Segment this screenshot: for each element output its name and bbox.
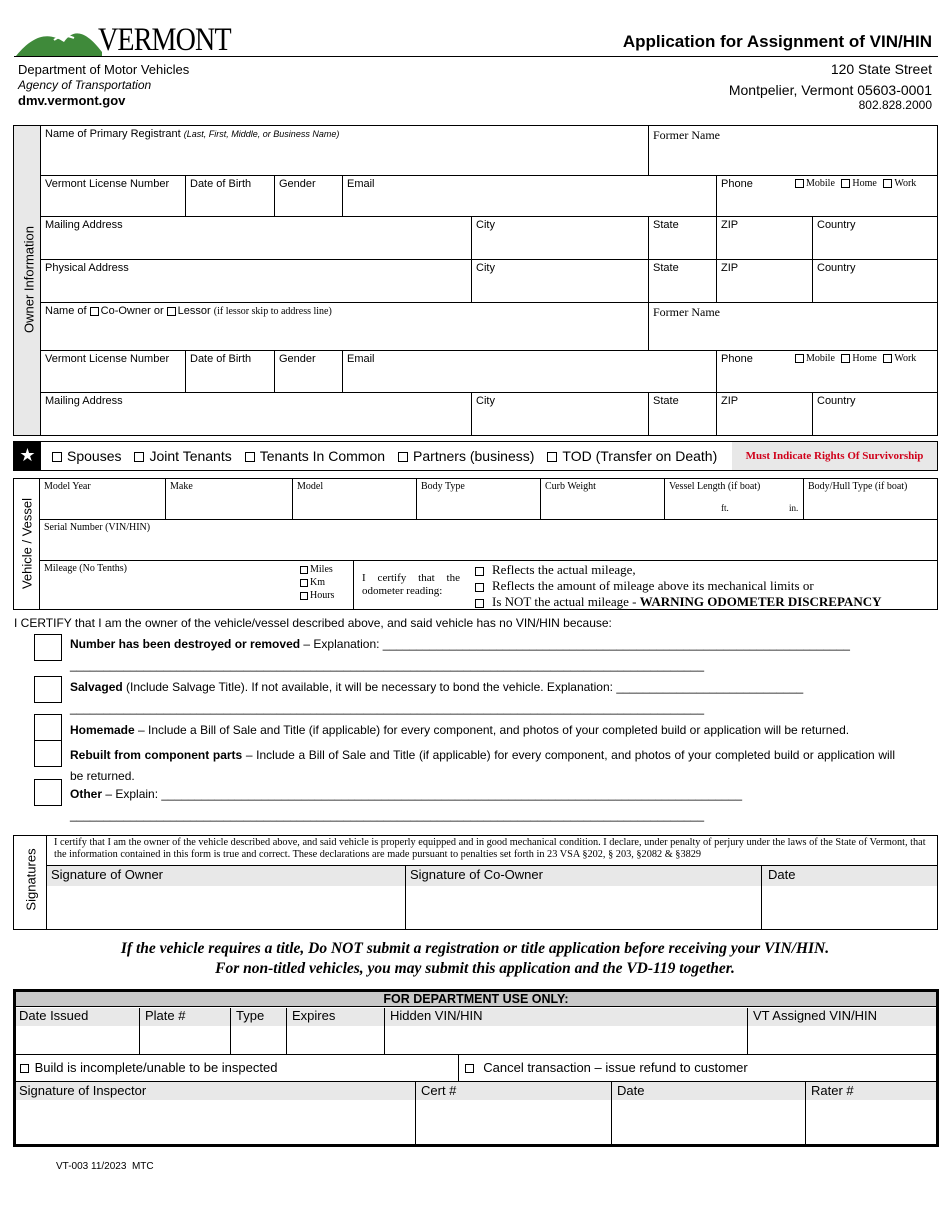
vt-assigned-field[interactable]: [748, 1008, 936, 1055]
city-address: Montpelier, Vermont 05603-0001: [728, 82, 932, 98]
coowner-license-field[interactable]: [41, 351, 186, 393]
coowner-country-field[interactable]: [813, 393, 937, 435]
hull-type-label: Body/Hull Type (if boat): [808, 481, 908, 492]
date-issued-label: Date Issued: [16, 1008, 139, 1026]
hull-type-field[interactable]: [804, 479, 937, 520]
page-title: Application for Assignment of VIN/HIN: [622, 32, 932, 51]
dept-name: Department of Motor Vehicles: [18, 62, 190, 77]
physical-zip-field[interactable]: [717, 260, 813, 303]
ft-label: ft.: [721, 503, 729, 513]
body-type-label: Body Type: [421, 481, 465, 492]
city-label: City: [476, 219, 495, 231]
survivorship-option: [547, 448, 717, 464]
make-field[interactable]: [166, 479, 293, 520]
rebuilt-checkbox[interactable]: [34, 740, 62, 767]
phone-field[interactable]: [717, 176, 937, 217]
lessor-label: Lessor: [177, 305, 211, 317]
expires-field[interactable]: [287, 1008, 385, 1055]
survivorship-checkbox[interactable]: [547, 452, 557, 462]
agency-name: Agency of Transportation: [18, 78, 152, 92]
state-label: State: [653, 395, 679, 407]
email-field[interactable]: [343, 176, 717, 217]
mailing-label: Mailing Address: [45, 395, 123, 407]
coowner-city-field[interactable]: [472, 393, 649, 435]
phone-type-options: [795, 178, 916, 189]
reading-option-label: Is NOT the actual mileage -: [492, 594, 640, 609]
mileage-unit-checkbox[interactable]: [300, 592, 308, 600]
survivorship-option-label: Joint Tenants: [149, 448, 232, 464]
salvaged-label: Salvaged: [70, 680, 123, 694]
primary-name-label: Name of Primary Registrant: [45, 128, 181, 140]
signature-date-label: Date: [762, 866, 937, 886]
coowner-prefix: Name of: [45, 305, 87, 317]
reading-option: [475, 578, 881, 594]
lessor-checkbox[interactable]: [167, 307, 176, 316]
mileage-field[interactable]: [40, 561, 354, 609]
zip-label: ZIP: [721, 262, 739, 274]
model-year-field[interactable]: [40, 479, 166, 520]
vessel-length-label: Vessel Length (if boat): [669, 481, 761, 492]
physical-address-field[interactable]: [41, 260, 472, 303]
notice-line1: If the vehicle requires a title, Do NOT submit a registration or title application before receiving your VIN/HIN.: [120, 940, 830, 957]
survivorship-options: [52, 448, 730, 464]
mailing-label: Mailing Address: [45, 219, 123, 231]
coowner-dob-field[interactable]: [186, 351, 275, 393]
street-address: 120 State Street: [830, 61, 932, 77]
mailing-zip-field[interactable]: [717, 217, 813, 260]
survivorship-option: [245, 448, 385, 464]
reading-option-label: Reflects the amount of mileage above its mechanical limits or: [492, 578, 814, 593]
reading-options: [475, 562, 881, 610]
rater-field[interactable]: [806, 1082, 936, 1144]
curb-weight-field[interactable]: [541, 479, 665, 520]
survivorship-option-label: Tenants In Common: [259, 448, 386, 464]
former-name-label: Former Name: [653, 305, 720, 319]
signature-date-field[interactable]: [762, 865, 937, 929]
home-label: Home: [852, 178, 877, 189]
city-label: City: [476, 262, 495, 274]
serial-label: Serial Number (VIN/HIN): [44, 522, 151, 533]
mileage-unit-option: [300, 563, 334, 576]
homemade-checkbox[interactable]: [34, 714, 62, 741]
gender-label: Gender: [279, 178, 316, 190]
star-icon: ★: [14, 442, 41, 470]
coowner-label: Co-Owner or: [100, 305, 164, 317]
work-label: Work: [894, 178, 917, 189]
mailing-address-field[interactable]: [41, 217, 472, 260]
other-line2[interactable]: _______________________________________________________________________________________________: [70, 808, 705, 822]
city-label: City: [476, 395, 495, 407]
dept-phone: 802.828.2000: [858, 98, 932, 112]
coowner-phone-field[interactable]: [717, 351, 937, 393]
email-label: Email: [347, 178, 375, 190]
coowner-mailing-field[interactable]: [41, 393, 472, 435]
form-id: VT-003 11/2023 MTC: [56, 1161, 154, 1172]
destroyed-line2[interactable]: _______________________________________________________________________________________________: [70, 658, 705, 672]
phone-label: Phone: [721, 353, 753, 365]
survivorship-note: Must Indicate Rights Of Survivorship: [732, 442, 937, 470]
incomplete-label: Build is incomplete/unable to be inspected: [34, 1060, 278, 1075]
mileage-unit-checkbox[interactable]: [300, 579, 308, 587]
incomplete-option: [16, 1055, 459, 1082]
in-label: in.: [789, 503, 799, 513]
destroyed-explanation[interactable]: – Explanation: ______________________________________________________________________: [300, 637, 850, 651]
cancel-label: Cancel transaction – issue refund to customer: [483, 1060, 748, 1075]
coowner-name-field[interactable]: [41, 303, 649, 351]
model-year-label: Model Year: [44, 481, 91, 492]
survivorship-checkbox[interactable]: [245, 452, 255, 462]
mileage-units: [300, 563, 334, 602]
mileage-unit-label: Km: [310, 577, 325, 588]
mileage-unit-option: [300, 576, 334, 589]
email-label: Email: [347, 353, 375, 365]
zip-label: ZIP: [721, 219, 739, 231]
make-label: Make: [170, 481, 193, 492]
salvaged-option: [70, 680, 803, 694]
certify-reading-label: I certify that the odometer reading:: [362, 572, 460, 597]
signature-coowner-field[interactable]: [406, 865, 762, 929]
declaration-text: I certify that I am the owner of the vehicle described above, and said vehicle is properly equipped and in good mechanical condition. I declare, under penalty of perjury under the laws of the State of Vermont, that the information contained in this form is true and correct. These declarations are made pursuant to penalties set forth in 23 VSA §202, § 203, §2082 & §3829: [54, 837, 926, 860]
survivorship-option-label: Spouses: [67, 448, 122, 464]
body-type-field[interactable]: [417, 479, 541, 520]
survivorship-checkbox[interactable]: [398, 452, 408, 462]
vt-assigned-label: VT Assigned VIN/HIN: [748, 1008, 936, 1026]
work-label: Work: [894, 353, 917, 364]
plate-field[interactable]: [140, 1008, 231, 1055]
type-label: Type: [231, 1008, 286, 1026]
header-rule: [14, 56, 938, 57]
salvaged-explanation[interactable]: (Include Salvage Title). If not available, it will be necessary to bond the vehicle. Explanation: ____________________________: [122, 680, 804, 694]
state-label: State: [653, 262, 679, 274]
inspector-label: Signature of Inspector: [16, 1082, 415, 1100]
former-name-label: Former Name: [653, 128, 720, 142]
dob-field[interactable]: [186, 176, 275, 217]
mileage-unit-checkbox[interactable]: [300, 566, 308, 574]
former-name-field[interactable]: [649, 126, 937, 176]
coowner-signature-label: Signature of Co-Owner: [406, 866, 761, 886]
plate-label: Plate #: [140, 1008, 230, 1026]
mountain-logo-icon: [14, 24, 104, 58]
serial-number-field[interactable]: [40, 520, 937, 561]
mileage-label: Mileage (No Tenths): [44, 563, 127, 574]
hidden-vin-label: Hidden VIN/HIN: [385, 1008, 747, 1026]
other-checkbox[interactable]: [34, 779, 62, 806]
reading-option-label: Reflects the actual mileage,: [492, 562, 636, 577]
reading-checkbox[interactable]: [475, 567, 484, 576]
country-label: Country: [817, 395, 856, 407]
phone-label: Phone: [721, 178, 753, 190]
mobile-checkbox[interactable]: [795, 179, 804, 188]
license-field[interactable]: [41, 176, 186, 217]
survivorship-checkbox[interactable]: [52, 452, 62, 462]
reading-option: [475, 562, 881, 578]
gender-label: Gender: [279, 353, 316, 365]
signatures-section-label: Signatures: [23, 848, 39, 911]
cert-label: Cert #: [416, 1082, 611, 1100]
coowner-email-field[interactable]: [343, 351, 717, 393]
hidden-vin-field[interactable]: [385, 1008, 748, 1055]
logo-text: VERMONT: [98, 22, 231, 58]
salvaged-checkbox[interactable]: [34, 676, 62, 703]
model-label: Model: [297, 481, 324, 492]
homemade-text: – Include a Bill of Sale and Title (if applicable) for every component, and photos of your completed build or application will be returned.: [134, 723, 850, 737]
signature-owner-field[interactable]: [47, 865, 406, 929]
gender-field[interactable]: [275, 176, 343, 217]
home-checkbox[interactable]: [841, 354, 850, 363]
destroyed-checkbox[interactable]: [34, 634, 62, 661]
vessel-length-field[interactable]: [665, 479, 804, 520]
license-label: Vermont License Number: [45, 178, 170, 190]
physical-city-field[interactable]: [472, 260, 649, 303]
cancel-option: [459, 1055, 936, 1082]
home-label: Home: [852, 353, 877, 364]
homemade-label: Homemade: [70, 723, 135, 737]
dob-label: Date of Birth: [190, 353, 252, 365]
salvaged-line2[interactable]: _______________________________________________________________________________________________: [70, 701, 705, 715]
coowner-gender-field[interactable]: [275, 351, 343, 393]
survivorship-option: [134, 448, 231, 464]
dept-use-title: FOR DEPARTMENT USE ONLY:: [16, 992, 936, 1007]
mileage-unit-label: Hours: [310, 590, 335, 601]
certify-intro: I CERTIFY that I am the owner of the vehicle/vessel described above, and said vehicle has no VIN/HIN because:: [14, 616, 612, 630]
survivorship-option-label: Partners (business): [413, 448, 535, 464]
homemade-option: [70, 723, 849, 737]
destroyed-label: Number has been destroyed or removed: [70, 637, 301, 651]
coowner-former-name-field[interactable]: [649, 303, 937, 351]
rebuilt-label: Rebuilt from component parts: [70, 748, 243, 762]
work-checkbox[interactable]: [883, 354, 892, 363]
cert-field[interactable]: [416, 1082, 612, 1144]
work-checkbox[interactable]: [883, 179, 892, 188]
notice-line2: For non-titled vehicles, you may submit this application and the VD-119 together.: [215, 960, 735, 977]
survivorship-option: [52, 448, 121, 464]
zip-label: ZIP: [721, 395, 739, 407]
mailing-country-field[interactable]: [813, 217, 937, 260]
home-checkbox[interactable]: [841, 179, 850, 188]
incomplete-checkbox[interactable]: [20, 1064, 29, 1073]
physical-label: Physical Address: [45, 262, 129, 274]
mailing-city-field[interactable]: [472, 217, 649, 260]
rebuilt-option: [70, 745, 895, 787]
expires-label: Expires: [287, 1008, 384, 1026]
mobile-checkbox[interactable]: [795, 354, 804, 363]
coowner-state-field[interactable]: [649, 393, 717, 435]
other-label: Other: [70, 787, 103, 801]
type-field[interactable]: [231, 1008, 287, 1055]
inspector-signature-field[interactable]: [16, 1082, 416, 1144]
rebuilt-text: – Include a Bill of Sale and Title (if applicable) for every component, and photos of your completed build or application will be returned.: [70, 748, 895, 783]
survivorship-option: [398, 448, 534, 464]
curb-weight-label: Curb Weight: [545, 481, 596, 492]
dob-label: Date of Birth: [190, 178, 252, 190]
odometer-warning: WARNING ODOMETER DISCREPANCY: [639, 594, 882, 609]
primary-name-note: (Last, First, Middle, or Business Name): [183, 129, 340, 139]
model-field[interactable]: [293, 479, 417, 520]
other-explanation[interactable]: – Explain: _______________________________________________________________________________________: [102, 787, 743, 801]
destroyed-option: [70, 637, 850, 651]
cancel-checkbox[interactable]: [465, 1064, 474, 1073]
other-option: [70, 787, 742, 801]
reading-checkbox[interactable]: [475, 599, 484, 608]
phone-type-options: [795, 353, 916, 364]
rater-label: Rater #: [806, 1082, 936, 1100]
country-label: Country: [817, 219, 856, 231]
license-label: Vermont License Number: [45, 353, 170, 365]
mailing-state-field[interactable]: [649, 217, 717, 260]
mobile-label: Mobile: [806, 178, 835, 189]
lessor-note: (if lessor skip to address line): [213, 306, 332, 317]
survivorship-checkbox[interactable]: [134, 452, 144, 462]
mileage-unit-option: [300, 589, 334, 602]
vermont-logo: [14, 22, 236, 58]
state-label: State: [653, 219, 679, 231]
physical-state-field[interactable]: [649, 260, 717, 303]
owner-section-label: Owner Information: [21, 226, 37, 333]
mobile-label: Mobile: [806, 353, 835, 364]
website-link[interactable]: dmv.vermont.gov: [18, 93, 126, 108]
owner-signature-label: Signature of Owner: [47, 866, 405, 886]
country-label: Country: [817, 262, 856, 274]
date-issued-field[interactable]: [16, 1008, 140, 1055]
reading-option: [475, 594, 881, 610]
inspection-date-label: Date: [612, 1082, 805, 1100]
coowner-zip-field[interactable]: [717, 393, 813, 435]
survivorship-option-label: TOD (Transfer on Death): [562, 448, 718, 464]
inspection-date-field[interactable]: [612, 1082, 806, 1144]
reading-checkbox[interactable]: [475, 583, 484, 592]
vehicle-section-label: Vehicle / Vessel: [19, 497, 35, 590]
coowner-checkbox[interactable]: [90, 307, 99, 316]
physical-country-field[interactable]: [813, 260, 937, 303]
primary-name-field[interactable]: [41, 126, 649, 176]
mileage-unit-label: Miles: [310, 564, 333, 575]
